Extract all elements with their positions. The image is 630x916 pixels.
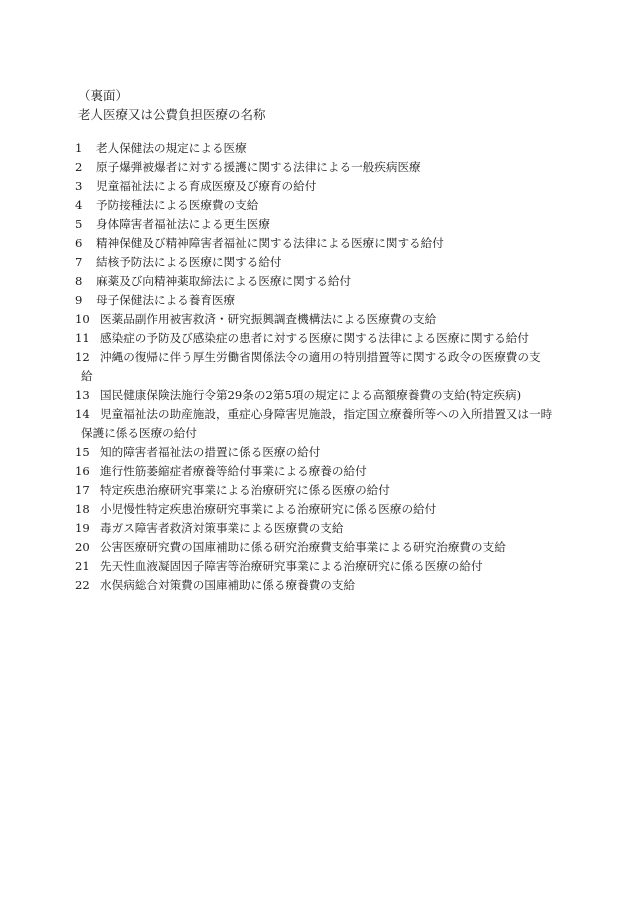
- list-item: [75, 538, 575, 557]
- item-number: 14: [75, 407, 90, 421]
- item-text: 精神保健及び精神障害者福祉に関する法律による医療に関する給付: [96, 236, 444, 250]
- medical-program-list: [75, 139, 575, 595]
- item-text: 児童福祉法の助産施設，重症心身障害児施設，指定国立療養所等への入所措置又は一時: [100, 407, 553, 421]
- item-number: 17: [75, 483, 90, 497]
- item-number: 5: [75, 217, 83, 231]
- item-number: 16: [75, 464, 90, 478]
- list-item: [75, 405, 575, 443]
- item-text: 国民健康保険法施行令第29条の2第5項の規定による高額療養費の支給(特定疾病): [100, 388, 522, 402]
- list-item: [75, 253, 575, 272]
- item-number: 10: [75, 312, 90, 326]
- list-item: [75, 443, 575, 462]
- item-text: 沖縄の復帰に伴う厚生労働省関係法令の適用の特別措置等に関する政令の医療費の支: [100, 350, 541, 364]
- item-text: 小児慢性特定疾患治療研究事業による治療研究に係る医療の給付: [100, 502, 437, 516]
- item-text: 麻薬及び向精神薬取締法による医療に関する給付: [96, 274, 352, 288]
- list-item: [75, 462, 575, 481]
- list-item: [75, 519, 575, 538]
- list-item: [75, 386, 575, 405]
- list-item: [75, 196, 575, 215]
- item-number: 9: [75, 293, 83, 307]
- item-number: 4: [75, 198, 83, 212]
- item-text: 知的障害者福祉法の措置に係る医療の給付: [100, 445, 321, 459]
- list-item: [75, 576, 575, 595]
- item-text: 公害医療研究費の国庫補助に係る研究治療費支給事業による研究治療費の支給: [100, 540, 506, 554]
- list-item: [75, 310, 575, 329]
- item-text-continuation: 給: [81, 369, 93, 383]
- item-number: 8: [75, 274, 83, 288]
- list-item: [75, 557, 575, 576]
- item-text: 身体障害者福祉法による更生医療: [96, 217, 270, 231]
- item-text: 先天性血液凝固因子障害等治療研究事業による治療研究に係る医療の給付: [100, 559, 483, 573]
- item-number: 22: [75, 578, 90, 592]
- header-block: [78, 86, 266, 124]
- item-text: 感染症の予防及び感染症の患者に対する医療に関する法律による医療に関する給付: [100, 331, 529, 345]
- item-number: 3: [75, 179, 83, 193]
- list-item: [75, 177, 575, 196]
- list-item: [75, 348, 575, 386]
- item-text: 結核予防法による医療に関する給付: [96, 255, 282, 269]
- item-text-continuation: 保護に係る医療の給付: [81, 426, 197, 440]
- item-text: 原子爆弾被爆者に対する援護に関する法律による一般疾病医療: [96, 160, 421, 174]
- list-item: [75, 272, 575, 291]
- item-number: 20: [75, 540, 90, 554]
- item-number: 2: [75, 160, 83, 174]
- item-text: 特定疾患治療研究事業による治療研究に係る医療の給付: [100, 483, 390, 497]
- document-title: 老人医療又は公費負担医療の名称: [78, 107, 266, 122]
- item-text: 水俣病総合対策費の国庫補助に係る療養費の支給: [100, 578, 356, 592]
- item-number: 11: [75, 331, 90, 345]
- list-item: [75, 215, 575, 234]
- back-side-label: （裏面）: [78, 88, 129, 103]
- item-number: 15: [75, 445, 90, 459]
- item-text: 医薬品副作用被害救済・研究振興調査機構法による医療費の支給: [100, 312, 437, 326]
- item-number: 13: [75, 388, 90, 402]
- list-item: [75, 481, 575, 500]
- item-number: 6: [75, 236, 83, 250]
- list-item: [75, 291, 575, 310]
- item-number: 19: [75, 521, 90, 535]
- list-item: [75, 500, 575, 519]
- list-item: [75, 158, 575, 177]
- list-item: [75, 329, 575, 348]
- list-item: [75, 234, 575, 253]
- item-text: 予防接種法による医療費の支給: [96, 198, 259, 212]
- list-item: [75, 139, 575, 158]
- item-number: 7: [75, 255, 83, 269]
- item-text: 児童福祉法による育成医療及び療育の給付: [96, 179, 317, 193]
- item-number: 21: [75, 559, 90, 573]
- item-number: 1: [75, 141, 83, 155]
- item-text: 老人保健法の規定による医療: [96, 141, 247, 155]
- item-text: 進行性筋萎縮症者療養等給付事業による療養の給付: [100, 464, 367, 478]
- item-number: 12: [75, 350, 90, 364]
- item-text: 母子保健法による養育医療: [96, 293, 236, 307]
- item-number: 18: [75, 502, 90, 516]
- item-text: 毒ガス障害者救済対策事業による医療費の支給: [100, 521, 344, 535]
